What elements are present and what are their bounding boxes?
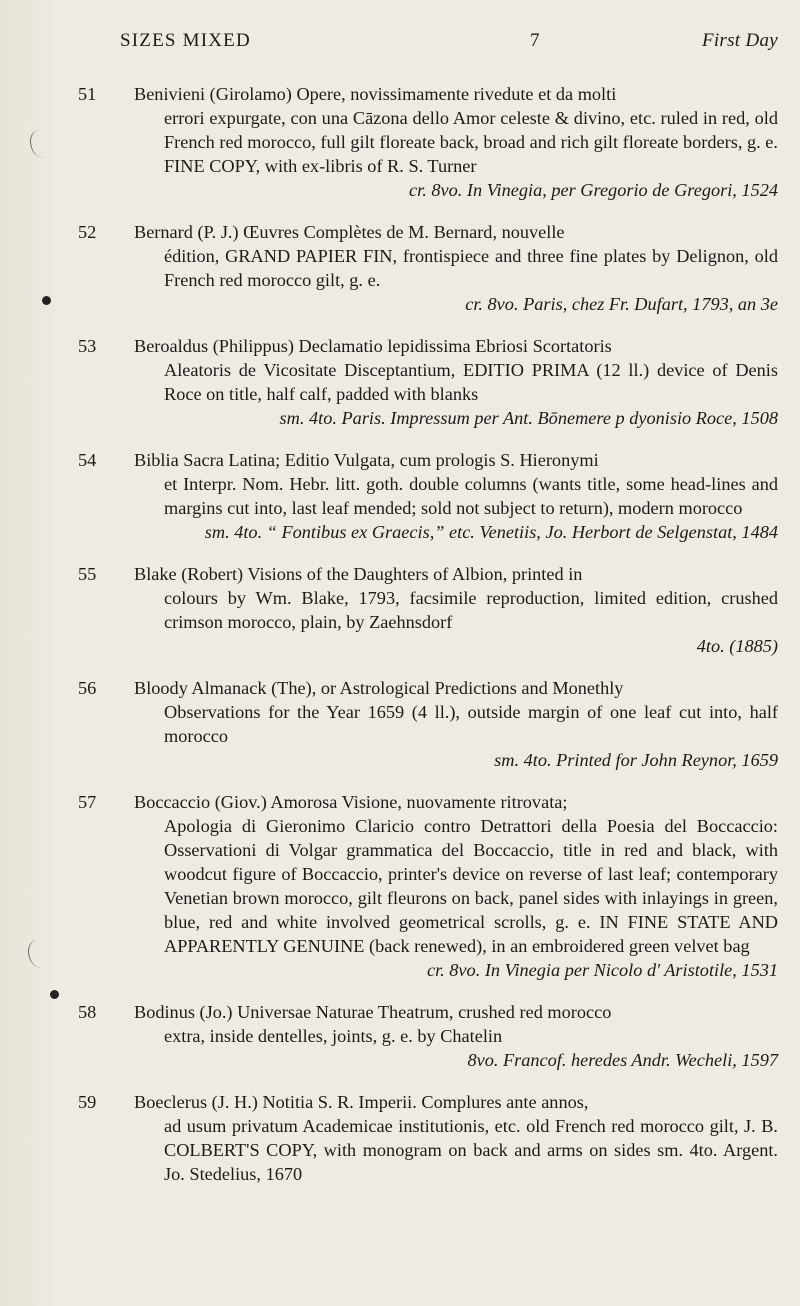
lot-number: 52 bbox=[78, 222, 97, 242]
catalogue-entry bbox=[78, 82, 778, 202]
lot-description: errori expurgate, con una Cāzona dello Amor celeste & divino, etc. ruled in red, old French red morocco, full gilt floreate back, broad and rich gilt floreate borders, g. e. FINE COPY, with ex-libris of R. S. Turner bbox=[164, 108, 778, 176]
margin-mark bbox=[42, 296, 51, 305]
catalogue-entries bbox=[78, 82, 778, 1204]
lot-imprint: 4to. (1885) bbox=[696, 636, 778, 656]
lot-number: 53 bbox=[78, 336, 97, 356]
lot-imprint: cr. 8vo. In Vinegia, per Gregorio de Gregori, 1524 bbox=[409, 180, 778, 200]
lot-title: Boccaccio (Giov.) Amorosa Visione, nuovamente ritrovata; bbox=[134, 792, 568, 812]
margin-mark bbox=[50, 990, 59, 999]
lot-title: Bernard (P. J.) Œuvres Complètes de M. Bernard, nouvelle bbox=[134, 222, 565, 242]
lot-number: 56 bbox=[78, 678, 97, 698]
lot-imprint: sm. 4to. Printed for John Reynor, 1659 bbox=[494, 750, 778, 770]
catalogue-entry bbox=[78, 334, 778, 430]
lot-title: Bloody Almanack (The), or Astrological Predictions and Monethly bbox=[134, 678, 624, 698]
lot-imprint: cr. 8vo. In Vinegia per Nicolo d' Aristotile, 1531 bbox=[426, 960, 778, 980]
lot-imprint: sm. 4to. “ Fontibus ex Graecis,” etc. Venetiis, Jo. Herbort de Selgenstat, 1484 bbox=[204, 522, 778, 542]
header-section: SIZES MIXED bbox=[120, 30, 251, 51]
lot-description: ad usum privatum Academicae institutionis, etc. old French red morocco gilt, J. B. COLBERT'S COPY, with monogram on back and arms on sides sm. 4to. Argent. Jo. Stedelius, 1670 bbox=[164, 1116, 778, 1184]
page-header bbox=[120, 30, 778, 66]
catalogue-entry bbox=[78, 448, 778, 544]
lot-title: Benivieni (Girolamo) Opere, novissimamente rivedute et da molti bbox=[134, 84, 617, 104]
lot-number: 58 bbox=[78, 1002, 97, 1022]
catalogue-entry bbox=[78, 676, 778, 772]
header-day: First Day bbox=[701, 30, 778, 51]
catalogue-entry bbox=[78, 220, 778, 316]
header-page-number: 7 bbox=[530, 30, 541, 51]
lot-description: extra, inside dentelles, joints, g. e. by Chatelin bbox=[164, 1026, 503, 1046]
scan-edge bbox=[0, 0, 60, 1306]
lot-title: Boeclerus (J. H.) Notitia S. R. Imperii. Complures ante annos, bbox=[134, 1092, 589, 1112]
lot-number: 55 bbox=[78, 564, 97, 584]
lot-imprint: sm. 4to. Paris. Impressum per Ant. Bōnemere p dyonisio Roce, 1508 bbox=[279, 408, 778, 428]
lot-description: édition, GRAND PAPIER FIN, frontispiece and three fine plates by Delignon, old French red morocco gilt, g. e. bbox=[164, 246, 778, 290]
lot-description: Apologia di Gieronimo Claricio contro Detrattori della Poesia del Boccaccio: Osservationi di Volgar grammatica del Boccaccio, title in red and black, with woodcut figure of Boccaccio, printer's device on reverse of last leaf; contemporary Venetian brown morocco, gilt fleurons on back, panel sides with inlayings in green, blue, red and white involved geometrical scrolls, g. e. IN FINE STATE AND APPARENTLY GENUINE (back renewed), in an embroidered green velvet bag bbox=[164, 816, 778, 956]
lot-description: Aleatoris de Vicositate Disceptantium, EDITIO PRIMA (12 ll.) device of Denis Roce on title, half calf, padded with blanks bbox=[164, 360, 778, 404]
lot-number: 57 bbox=[78, 792, 97, 812]
lot-title: Beroaldus (Philippus) Declamatio lepidissima Ebriosi Scortatoris bbox=[134, 336, 612, 356]
lot-title: Blake (Robert) Visions of the Daughters of Albion, printed in bbox=[134, 564, 583, 584]
lot-description: colours by Wm. Blake, 1793, facsimile reproduction, limited edition, crushed crimson morocco, plain, by Zaehnsdorf bbox=[164, 588, 778, 632]
lot-description: Observations for the Year 1659 (4 ll.), outside margin of one leaf cut into, half morocco bbox=[164, 702, 778, 746]
catalogue-entry bbox=[78, 1000, 778, 1072]
lot-number: 59 bbox=[78, 1092, 97, 1112]
lot-imprint: 8vo. Francof. heredes Andr. Wecheli, 1597 bbox=[467, 1050, 778, 1070]
catalogue-entry bbox=[78, 1090, 778, 1186]
catalogue-entry bbox=[78, 562, 778, 658]
lot-number: 51 bbox=[78, 84, 97, 104]
lot-title: Bodinus (Jo.) Universae Naturae Theatrum, crushed red morocco bbox=[134, 1002, 612, 1022]
lot-title: Biblia Sacra Latina; Editio Vulgata, cum prologis S. Hieronymi bbox=[134, 450, 599, 470]
lot-number: 54 bbox=[78, 450, 97, 470]
catalogue-entry bbox=[78, 790, 778, 982]
lot-imprint: cr. 8vo. Paris, chez Fr. Dufart, 1793, an 3e bbox=[465, 294, 778, 314]
lot-description: et Interpr. Nom. Hebr. litt. goth. double columns (wants title, some head-lines and margins cut into, last leaf mended; sold not subject to return), modern morocco bbox=[164, 474, 778, 518]
